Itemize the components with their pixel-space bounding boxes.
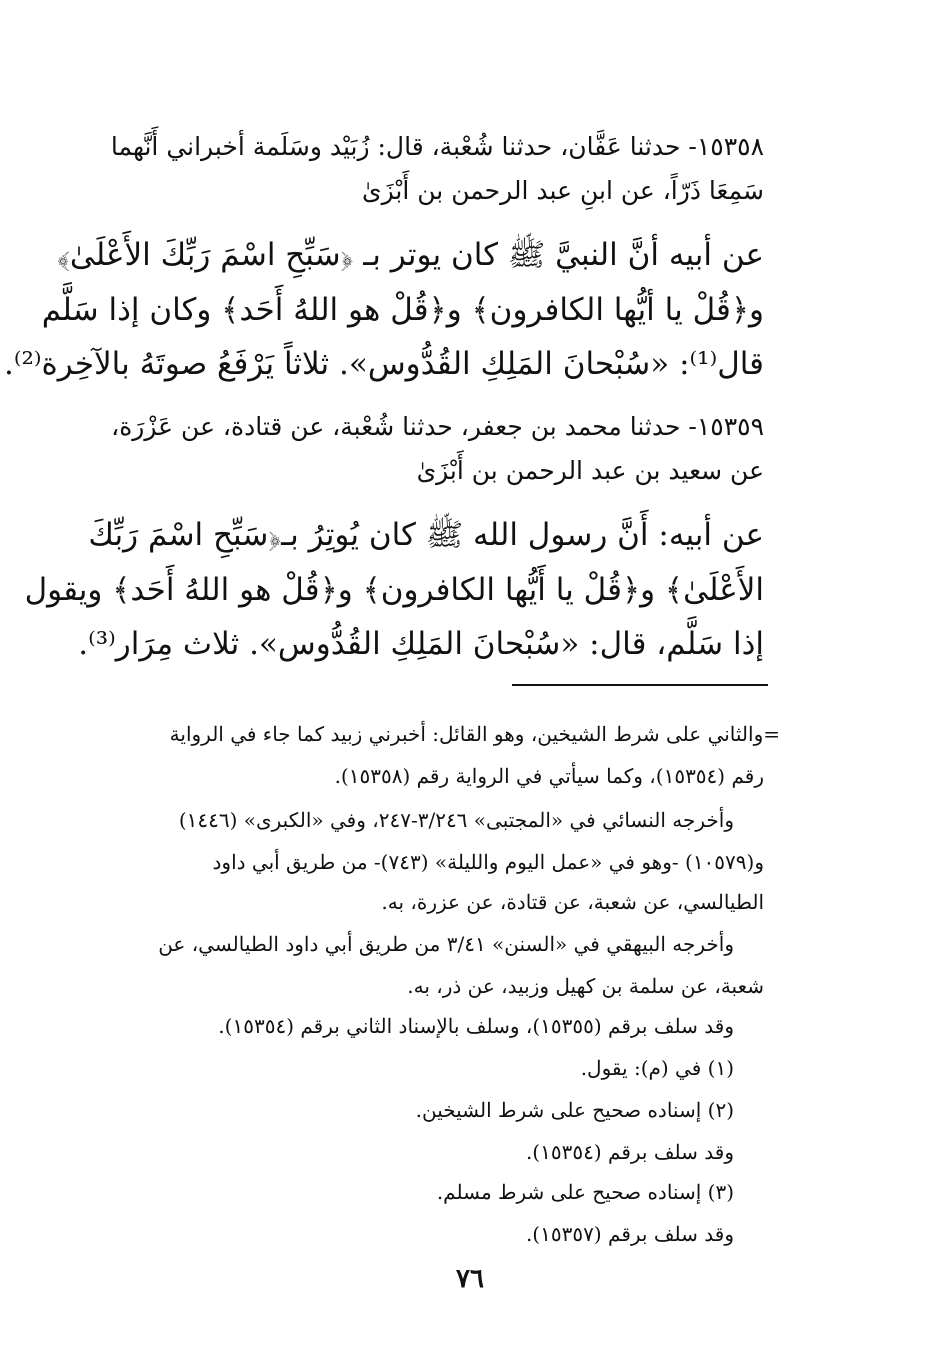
page-number: ٧٦	[456, 1264, 484, 1294]
hadith-15359-matn-line-2: الأَعْلَىٰ﴾ و﴿قُلْ يا أَيُّها الكافرون﴾ و﴿قُلْ هو اللهُ أَحَد﴾ ويقول	[24, 572, 764, 608]
hadith-15358-isnad-line-2: سَمِعَا ذَرّاً، عن ابنِ عبد الرحمن بن أَبْزَىٰ	[362, 176, 764, 205]
footnote-separator	[512, 684, 768, 686]
hadith-15358-matn-line-2: و﴿قُلْ يا أيُّها الكافرون﴾ و﴿قُلْ هو اللهُ أَحَد﴾ وكان إذا سَلَّم	[41, 292, 764, 328]
hadith-15358-isnad-line-1: ١٥٣٥٨- حدثنا عَفَّان، حدثنا شُعْبة، قال: زُبَيْد وسَلَمة أخبراني أَنَّهما	[110, 132, 764, 161]
footnote-nasai-line-1: وأخرجه النسائي في «المجتبى» ٣/٢٤٦-٢٤٧، وفي «الكبرى» (١٤٤٦)	[178, 808, 734, 832]
hadith-15358-matn-line-3: قال⁽¹⁾: «سُبْحانَ المَلِكِ القُدُّوس». ثلاثاً يَرْفَعُ صوتَهُ بالآخِرة⁽²⁾.	[3, 346, 764, 382]
footnote-bayhaqi-line-1: وأخرجه البيهقي في «السنن» ٣/٤١ من طريق أبي داود الطيالسي، عن	[158, 932, 734, 956]
footnote-bayhaqi-line-2: شعبة، عن سلمة بن كهيل وزبيد، عن ذر، به.	[407, 974, 764, 998]
footnote-note-2-salaf: وقد سلف برقم (١٥٣٥٤).	[525, 1140, 734, 1164]
hadith-15358-matn-line-1: عن أبيه أنَّ النبيَّ ﷺ كان يوتر بـ ﴿سَبِّحِ اسْمَ رَبِّكَ الأَعْلَىٰ﴾	[57, 237, 764, 273]
hadith-15359-isnad-line-1: ١٥٣٥٩- حدثنا محمد بن جعفر، حدثنا شُعْبة، عن قتادة، عن عَزْرَة،	[111, 412, 764, 441]
footnote-continued-line-1: =والثاني على شرط الشيخين، وهو القائل: أخبرني زبيد كما جاء في الرواية	[169, 722, 780, 746]
footnote-note-3-salaf: وقد سلف برقم (١٥٣٥٧).	[525, 1222, 734, 1246]
footnote-note-3: (٣) إسناده صحيح على شرط مسلم.	[436, 1180, 734, 1204]
hadith-15359-matn-line-3: إذا سَلَّم، قال: «سُبْحانَ المَلِكِ القُدُّوس». ثلاث مِرَار⁽³⁾.	[78, 626, 764, 662]
hadith-15359-isnad-line-2: عن سعيد بن عبد الرحمن بن أَبْزَىٰ	[416, 456, 764, 485]
footnote-continued-line-2: رقم (١٥٣٥٤)، وكما سيأتي في الرواية رقم (١٥٣٥٨).	[334, 764, 764, 788]
footnote-note-1: (١) في (م): يقول.	[580, 1056, 734, 1080]
footnote-nasai-line-3: الطيالسي، عن شعبة، عن قتادة، عن عزرة، به.	[381, 890, 764, 914]
footnote-nasai-line-2: و(١٠٥٧٩) -وهو في «عمل اليوم والليلة» (٧٤٣)- من طريق أبي داود	[212, 850, 764, 874]
footnote-salaf: وقد سلف برقم (١٥٣٥٥)، وسلف بالإسناد الثاني برقم (١٥٣٥٤).	[218, 1014, 734, 1038]
footnote-note-2: (٢) إسناده صحيح على شرط الشيخين.	[415, 1098, 734, 1122]
hadith-15359-matn-line-1: عن أبيه: أَنَّ رسول الله ﷺ كان يُوتِرُ بـ﴿سَبِّحِ اسْمَ رَبِّكَ	[88, 517, 764, 553]
